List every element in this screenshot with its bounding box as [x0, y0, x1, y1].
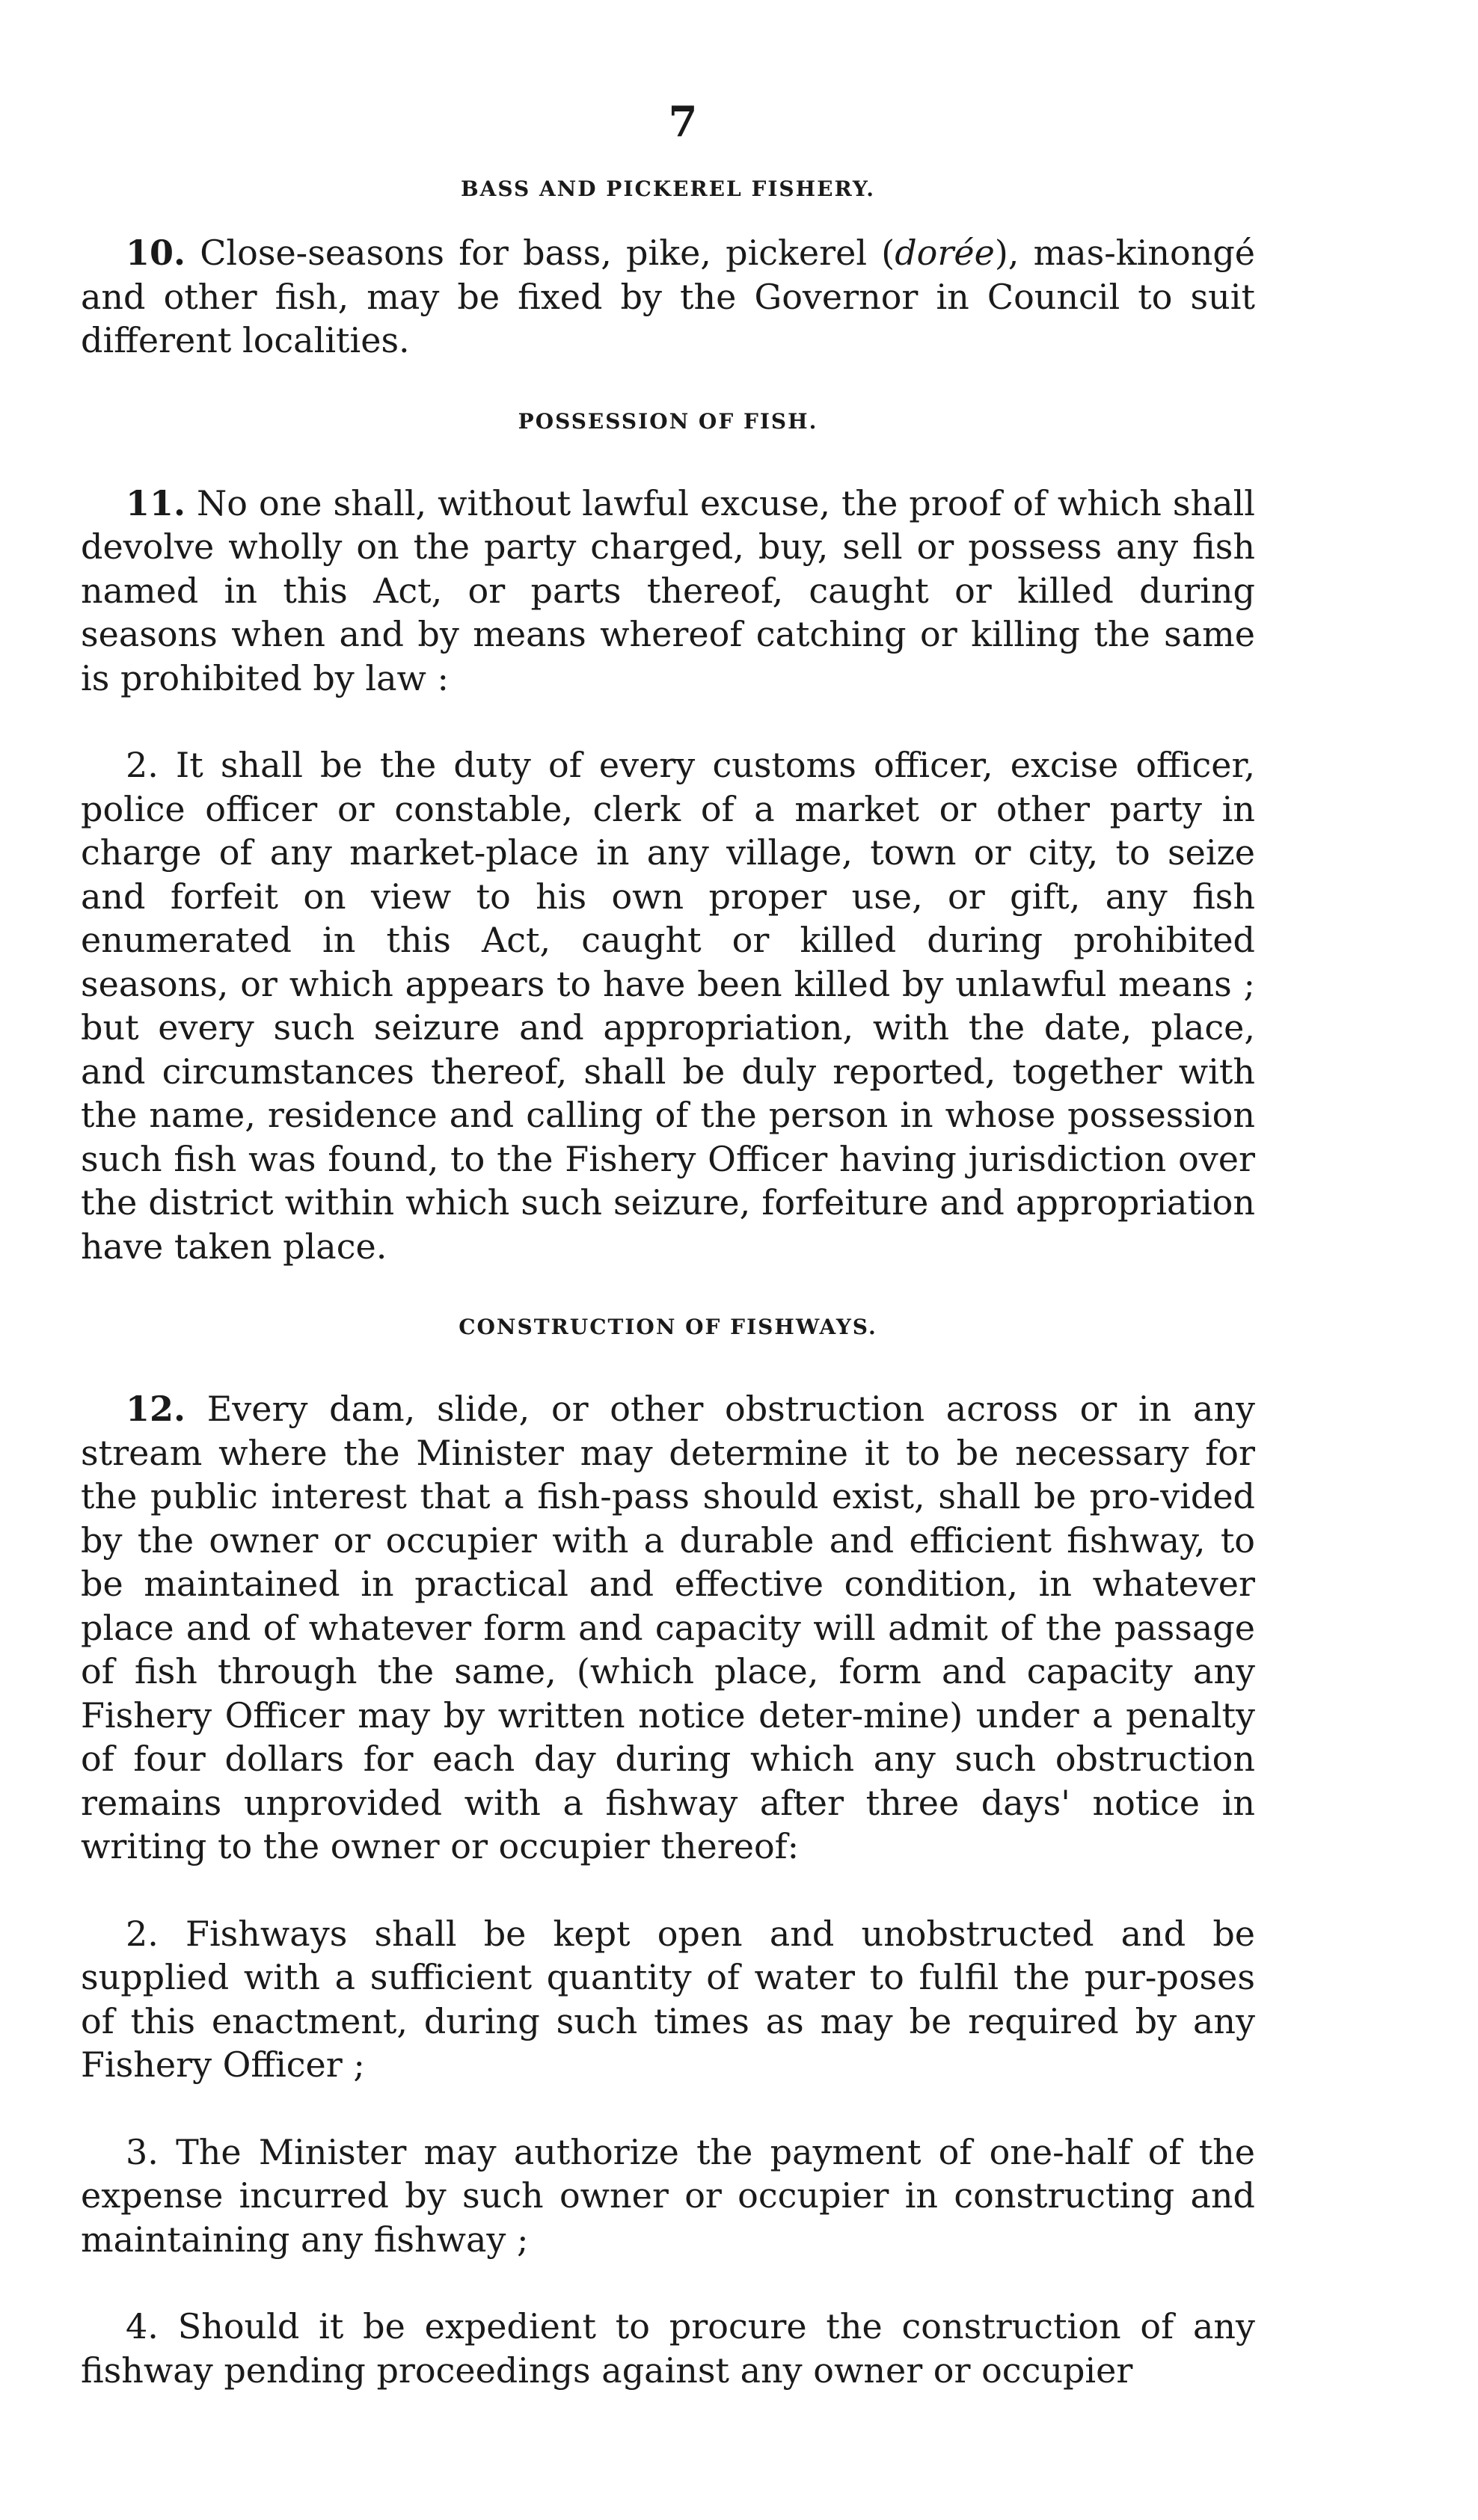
paragraph-text: Close-seasons for bass, pike, pickerel (: [185, 233, 895, 273]
section-number: 10.: [126, 233, 186, 273]
section-number: 12.: [126, 1389, 186, 1429]
paragraph-text: Should it be expedient to procure the construction of any fishway pending proceedings against any owner or occupier: [81, 2306, 1255, 2391]
paragraph-text: ), mas-kinongé and other fish, may be fixed by the Governor in Council to suit different localities.: [81, 233, 1255, 360]
paragraph-text: Fishways shall be kept open and unobstructed and be supplied with a sufficient quantity of water to fulfil the pur-poses of this enactment, during such times as may be required by any Fishery Officer ;: [81, 1913, 1255, 2085]
subsection-number: 2.: [126, 1913, 159, 1954]
section-11-subsection-2: [81, 743, 1255, 1268]
section-heading-bass-pickerel: BASS AND PICKEREL FISHERY.: [460, 176, 875, 201]
page-number: 7: [668, 97, 698, 147]
paragraph-text: No one shall, without lawful excuse, the proof of which shall devolve wholly on the party charged, buy, sell or possess any fish named in this Act, or parts thereof, caught or killed during seasons when and by means whereof catching or killing the same is prohibited by law :: [81, 482, 1255, 698]
section-10-paragraph: [81, 231, 1255, 363]
paragraph-text: Every dam, slide, or other obstruction across or in any stream where the Minister may determine it to be necessary for the public interest that a fish-pass should exist, shall be pro-vided by the owner or occupier with a durable and efficient fishway, to be maintained in practical and effective condition, in whatever place and of whatever form and capacity will admit of the passage of fish through the same, (which place, form and capacity any Fishery Officer may by written notice deter-mine) under a penalty of four dollars for each day during which any such obstruction remains unprovided with a fishway after three days' notice in writing to the owner or occupier thereof:: [81, 1389, 1255, 1866]
paragraph-text: It shall be the duty of every customs officer, excise officer, police officer or constable, clerk of a market or other party in charge of any market-place in any village, town or city, to seize and forfeit on view to his own proper use, or gift, any fish enumerated in this Act, caught or killed during prohibited seasons, or which appears to have been killed by unlawful means ; but every such seizure and appropriation, with the date, place, and circumstances thereof, shall be duly reported, together with the name, residence and calling of the person in whose possession such fish was found, to the Fishery Officer having jurisdiction over the district within which such seizure, forfeiture and appropriation have taken place.: [81, 745, 1255, 1267]
subsection-number: 3.: [126, 2131, 159, 2172]
section-11-paragraph: [81, 482, 1255, 701]
subsection-number: 2.: [126, 745, 159, 785]
section-12-subsection-3: [81, 2130, 1255, 2262]
section-12-subsection-4: [81, 2305, 1255, 2392]
subsection-number: 4.: [126, 2306, 159, 2347]
section-number: 11.: [126, 482, 186, 523]
section-heading-fishways: CONSTRUCTION OF FISHWAYS.: [459, 1315, 877, 1339]
italic-term: dorée: [895, 233, 995, 273]
section-12-subsection-2: [81, 1912, 1255, 2087]
page: [81, 97, 1255, 2392]
section-12-paragraph: [81, 1387, 1255, 1869]
paragraph-text: The Minister may authorize the payment of one-half of the expense incurred by such owner or occupier in constructing and maintaining any fishway ;: [81, 2131, 1255, 2260]
section-heading-possession: POSSESSION OF FISH.: [518, 408, 818, 434]
